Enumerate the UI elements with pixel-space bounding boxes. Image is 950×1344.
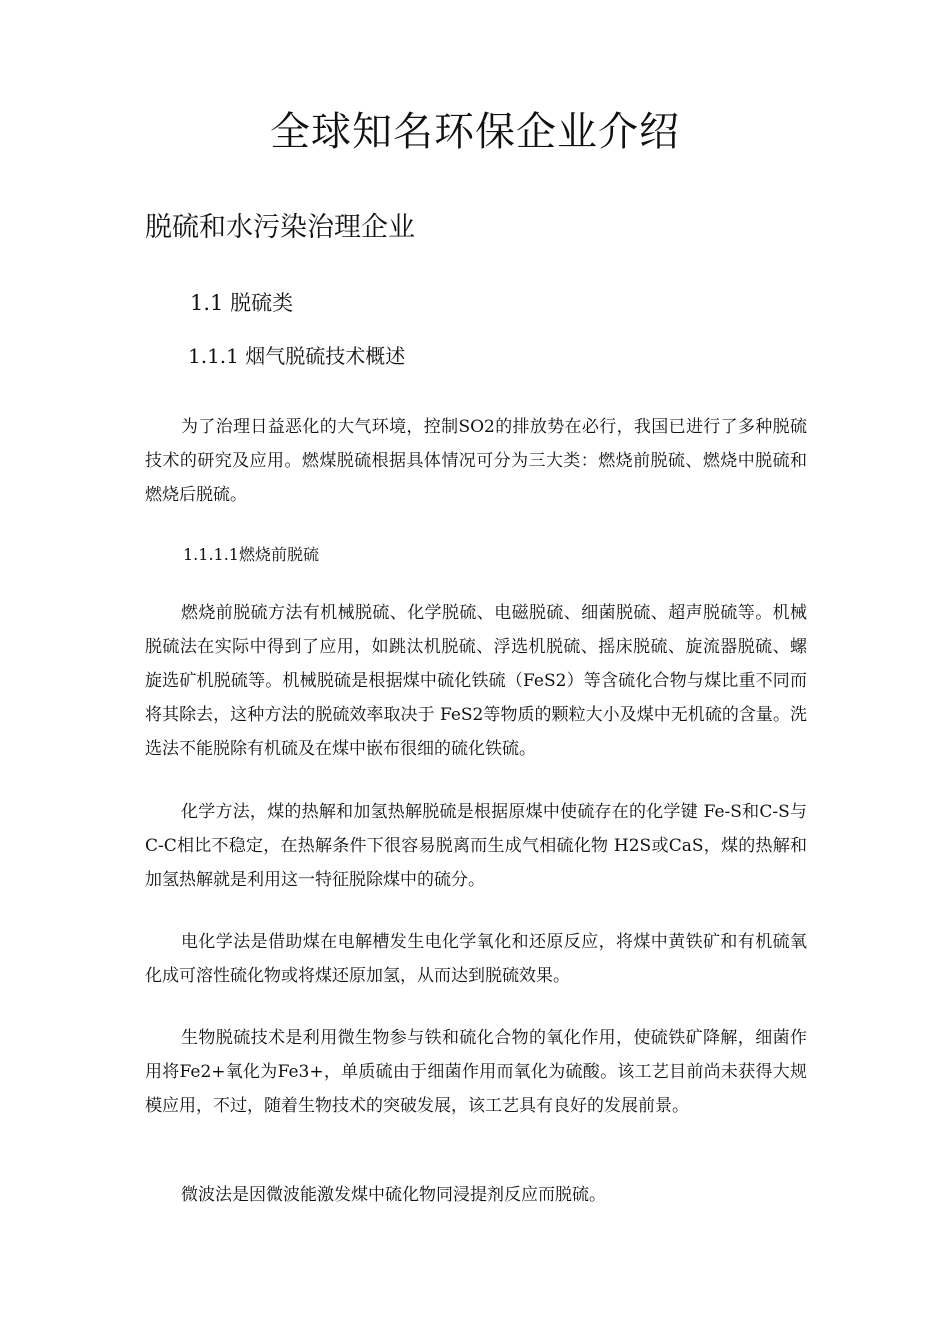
- section-heading: 脱硫和水污染治理企业: [145, 212, 415, 243]
- document-title: 全球知名环保企业介绍: [270, 109, 680, 155]
- paragraph-electrochemical-method: 电化学法是借助煤在电解槽发生电化学氧化和还原反应，将煤中黄铁矿和有机硫氧化成可溶性硫化物或将煤还原加氢，从而达到脱硫效果。: [145, 932, 807, 986]
- subsubsection-heading: 1.1.1 烟气脱硫技术概述: [188, 344, 406, 368]
- paragraph-chemical-method: 化学方法，煤的热解和加氢热解脱硫是根据原煤中使硫存在的化学键 Fe-S和C-S与C-C相比不稳定，在热解条件下很容易脱离而生成气相硫化物 H2S或CaS，煤的热解和加氢热解就是利用这一特征脱除煤中的硫分。: [145, 802, 807, 890]
- subsubsubsection-heading: 1.1.1.1燃烧前脱硫: [183, 545, 319, 564]
- paragraph-intro: 为了治理日益恶化的大气环境，控制SO2的排放势在必行，我国已进行了多种脱硫技术的研究及应用。燃煤脱硫根据具体情况可分为三大类：燃烧前脱硫、燃烧中脱硫和燃烧后脱硫。: [145, 417, 807, 505]
- paragraph-pre-combustion: 燃烧前脱硫方法有机械脱硫、化学脱硫、电磁脱硫、细菌脱硫、超声脱硫等。机械脱硫法在实际中得到了应用，如跳汰机脱硫、浮选机脱硫、摇床脱硫、旋流器脱硫、螺旋选矿机脱硫等。机械脱硫是根据煤中硫化铁硫（FeS2）等含硫化合物与煤比重不同而将其除去，这种方法的脱硫效率取决于 FeS2等物质的颗粒大小及煤中无机硫的含量。洗选法不能脱除有机硫及在煤中嵌布很细的硫化铁硫。: [145, 603, 807, 759]
- paragraph-microwave-method: 微波法是因微波能激发煤中硫化物同浸提剂反应而脱硫。: [181, 1185, 606, 1205]
- subsection-heading: 1.1 脱硫类: [190, 291, 294, 315]
- paragraph-biological-method: 生物脱硫技术是利用微生物参与铁和硫化合物的氧化作用，使硫铁矿降解，细菌作用将Fe2+氧化为Fe3+，单质硫由于细菌作用而氧化为硫酸。该工艺目前尚未获得大规模应用，不过，随着生物技术的突破发展，该工艺具有良好的发展前景。: [145, 1028, 807, 1116]
